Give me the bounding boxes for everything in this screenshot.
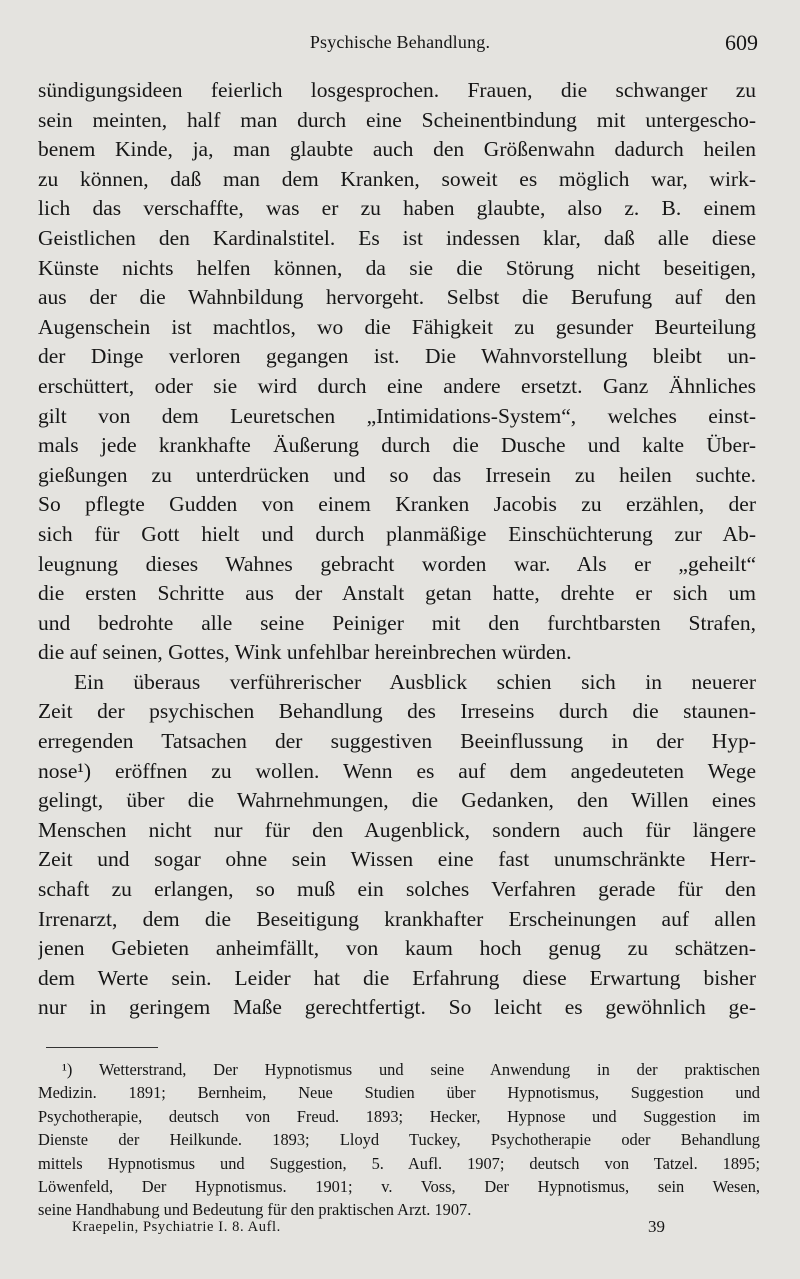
paragraph-first-line: Ein überaus verführerischer Ausblick schien sich in neuerer: [74, 669, 756, 694]
text-line: So pflegte Gudden von einem Kranken Jacobis zu erzählen, der: [38, 492, 756, 517]
footnote-divider: [46, 1047, 158, 1048]
text-line: nur in geringem Maße gerechtfertigt. So leicht es gewöhnlich ge-: [38, 995, 756, 1020]
text-line: erregenden Tatsachen der suggestiven Beeinflussung in der Hyp-: [38, 729, 756, 754]
text-line: dem Werte sein. Leider hat die Erfahrung diese Erwartung bisher: [38, 965, 756, 990]
main-text: [38, 76, 756, 1023]
page-number: 609: [725, 30, 758, 55]
text-line: die ersten Schritte aus der Anstalt getan hatte, drehte er sich um: [38, 581, 756, 606]
text-line: sich für Gott hielt und durch planmäßige Einschüchterung zur Ab-: [38, 521, 756, 546]
text-line: jenen Gebieten anheimfällt, von kaum hoch genug zu schätzen-: [38, 936, 756, 961]
page-header: [40, 30, 760, 60]
text-line: sündigungsideen feierlich losgesprochen. Frauen, die schwanger zu: [38, 78, 756, 102]
text-line: Künste nichts helfen können, da sie die Störung nicht beseitigen,: [38, 255, 756, 280]
text-line: die auf seinen, Gottes, Wink unfehlbar hereinbrechen würden.: [38, 640, 572, 665]
text-line: schaft zu erlangen, so muß ein solches Verfahren gerade für den: [38, 877, 756, 902]
text-line: erschüttert, oder sie wird durch eine andere ersetzt. Ganz Ähnliches: [38, 373, 756, 398]
footnote-line: seine Handhabung und Bedeutung für den praktischen Arzt. 1907.: [38, 1200, 472, 1220]
footnote-line: Medizin. 1891; Bernheim, Neue Studien über Hypnotismus, Suggestion und: [38, 1083, 760, 1103]
text-line: Geistlichen den Kardinalstitel. Es ist indessen klar, daß alle diese: [38, 225, 756, 250]
signature-number: 39: [648, 1217, 665, 1236]
text-line: gießungen zu unterdrücken und so das Irresein zu heilen suchte.: [38, 462, 756, 487]
text-line: sein meinten, half man durch eine Scheinentbindung mit untergescho-: [38, 107, 756, 132]
text-line: Zeit und sogar ohne sein Wissen eine fast unumschränkte Herr-: [38, 847, 756, 872]
footnote-line: mittels Hypnotismus und Suggestion, 5. Aufl. 1907; deutsch von Tatzel. 1895;: [38, 1153, 760, 1173]
text-line: gilt von dem Leuretschen „Intimidations-System“, welches einst-: [38, 403, 756, 428]
text-line: gelingt, über die Wahrnehmungen, die Gedanken, den Willen eines: [38, 788, 756, 813]
text-line: und bedrohte alle seine Peiniger mit den furchtbarsten Strafen,: [38, 610, 756, 635]
text-line: mals jede krankhafte Äußerung durch die Dusche und kalte Über-: [38, 433, 756, 458]
text-line: Menschen nicht nur für den Augenblick, sondern auch für längere: [38, 817, 756, 842]
footnote-line: Psychotherapie, deutsch von Freud. 1893; Hecker, Hypnose und Suggestion im: [38, 1106, 760, 1126]
text-line: benem Kinde, ja, man glaubte auch den Größenwahn dadurch heilen: [38, 137, 756, 162]
footnote-line: ¹) Wetterstrand, Der Hypnotismus und seine Anwendung in der praktischen: [62, 1060, 760, 1079]
text-line: der Dinge verloren gegangen ist. Die Wahnvorstellung bleibt un-: [38, 344, 756, 369]
footnote-line: Löwenfeld, Der Hypnotismus. 1901; v. Voss, Der Hypnotismus, sein Wesen,: [38, 1176, 760, 1196]
text-line: Augenschein ist machtlos, wo die Fähigkeit zu gesunder Beurteilung: [38, 314, 756, 339]
text-line: nose¹) eröffnen zu wollen. Wenn es auf dem angedeuteten Wege: [38, 758, 756, 783]
text-line: zu können, daß man dem Kranken, soweit es möglich war, wirk-: [38, 166, 756, 191]
text-line: Irrenarzt, dem die Beseitigung krankhafter Erscheinungen auf allen: [38, 906, 756, 931]
text-line: aus der die Wahnbildung hervorgeht. Selbst die Berufung auf den: [38, 285, 756, 310]
footnotes: [38, 1058, 760, 1222]
text-line: leugnung dieses Wahnes gebracht worden war. Als er „geheilt“: [38, 551, 756, 576]
footnote-line: Dienste der Heilkunde. 1893; Lloyd Tuckey, Psychotherapie oder Behandlung: [38, 1130, 760, 1150]
printer-signature: Kraepelin, Psychiatrie I. 8. Aufl.: [72, 1219, 281, 1235]
running-title: Psychische Behandlung.: [309, 32, 491, 52]
text-line: Zeit der psychischen Behandlung des Irreseins durch die staunen-: [38, 699, 756, 724]
text-line: lich das verschaffte, was er zu haben glaubte, also z. B. einem: [38, 196, 756, 221]
